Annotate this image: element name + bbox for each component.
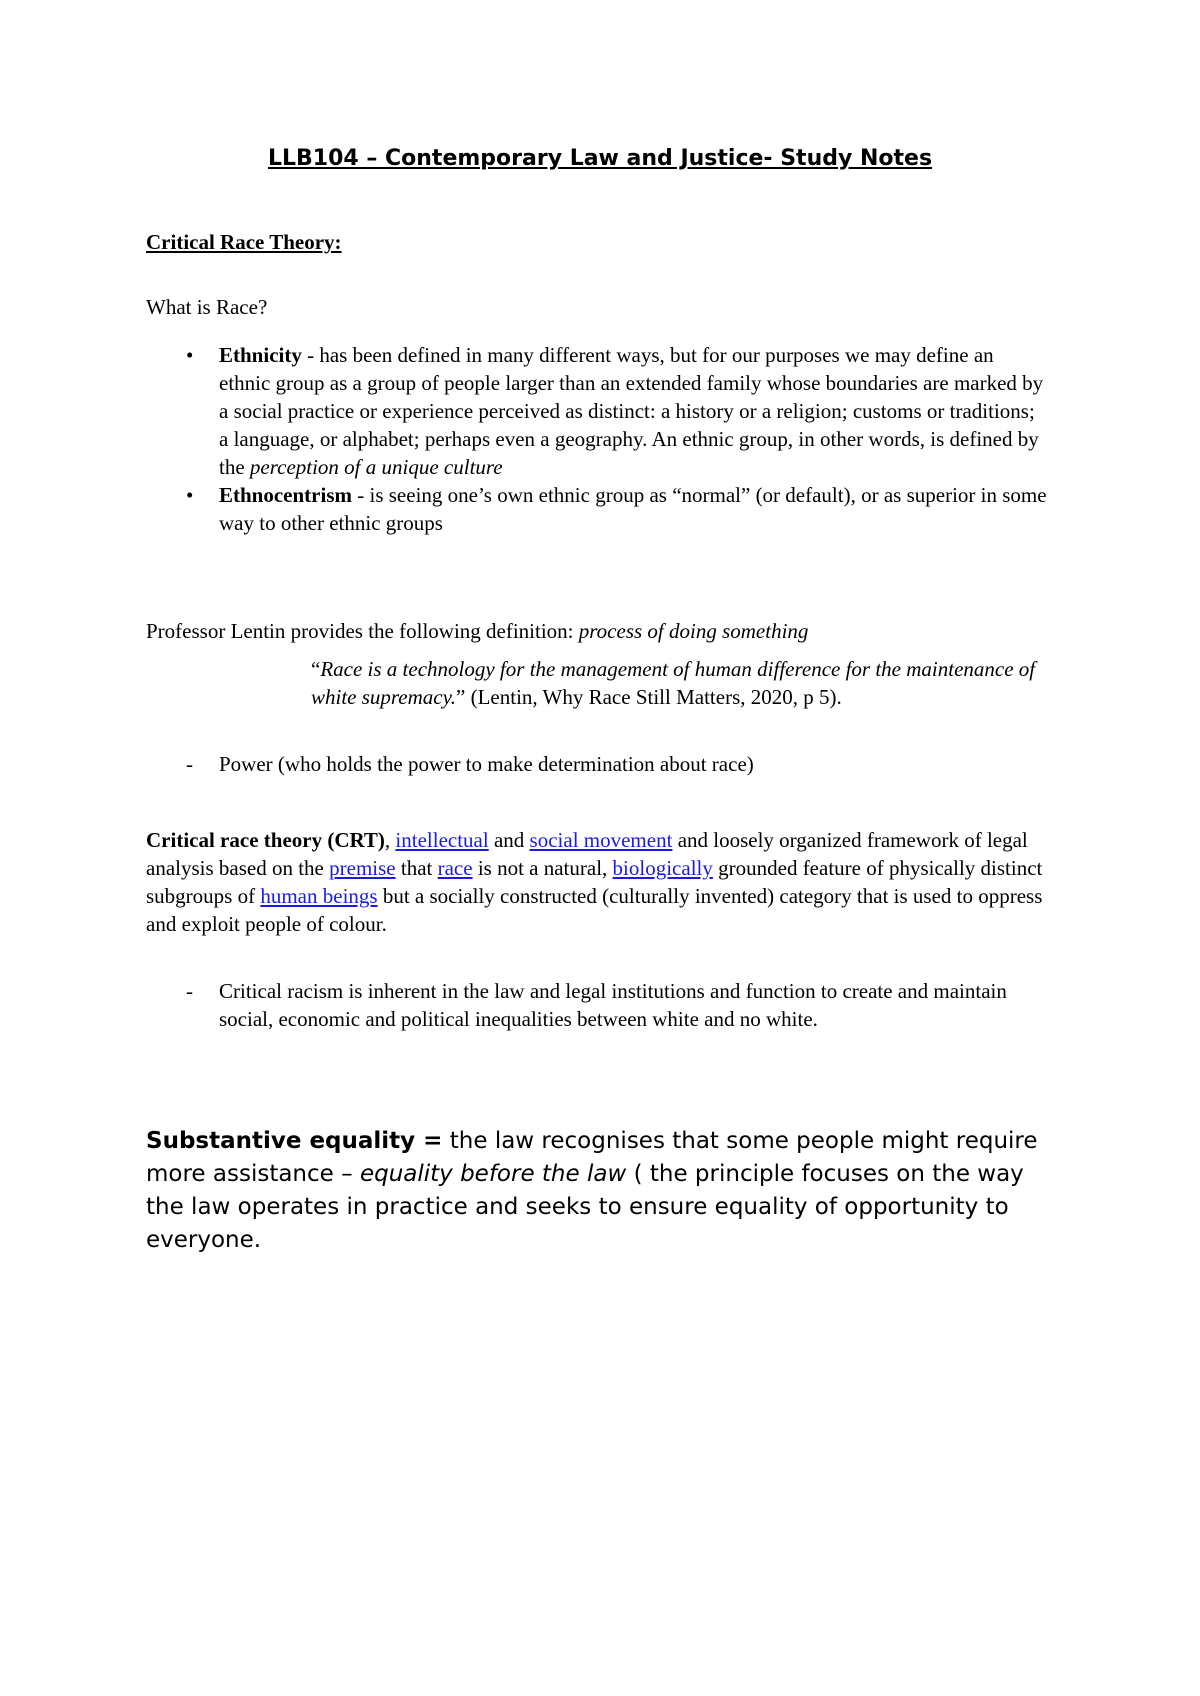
crt-text: but a socially constructed (culturally invented) category that is used to oppress and exploit people of colour. bbox=[146, 884, 1043, 936]
crt-definition bbox=[146, 826, 1066, 938]
section-heading-crt: Critical Race Theory: bbox=[146, 230, 342, 254]
dash-icon: - bbox=[186, 979, 193, 1003]
crt-text: grounded feature of physically distinct subgroups of bbox=[146, 856, 1043, 908]
bullet-item-ethnocentrism bbox=[186, 481, 1049, 537]
crt-text: that bbox=[395, 856, 438, 880]
quote-open: “ bbox=[311, 657, 321, 681]
lentin-quote bbox=[311, 655, 1056, 711]
substantive-text: the law recognises that some people might require more assistance – bbox=[146, 1128, 1038, 1187]
bullet-term: Ethnicity bbox=[219, 343, 302, 367]
substantive-term: Substantive equality = bbox=[146, 1128, 443, 1154]
link-social-movement[interactable]: social movement bbox=[529, 828, 673, 852]
link-race[interactable]: race bbox=[437, 856, 473, 880]
quote-text: Race is a technology for the management of human difference for the maintenance of white supremacy. bbox=[311, 657, 1036, 709]
bullet-text: - has been defined in many different ways, but for our purposes we may define an ethnic group as a group of people larger than an extended family whose boundaries are marked by a social practice or experience perceived as distinct: a history or a religion; customs or traditions; a language, or alphabet; perhaps even a geography. An ethnic group, in other words, is defined by the bbox=[219, 343, 1044, 479]
bullet-icon: • bbox=[186, 343, 194, 367]
dash-text: Critical racism is inherent in the law and legal institutions and function to create and maintain social, economic and political inequalities between white and no white. bbox=[219, 979, 1007, 1031]
link-biologically[interactable]: biologically bbox=[612, 856, 713, 880]
dash-icon: - bbox=[186, 752, 193, 776]
dash-text: Power (who holds the power to make determination about race) bbox=[219, 752, 754, 776]
dash-item-power bbox=[186, 750, 1049, 778]
link-premise[interactable]: premise bbox=[329, 856, 396, 880]
crt-text: and loosely organized framework of legal analysis based on the bbox=[146, 828, 1028, 880]
link-human-beings[interactable]: human beings bbox=[260, 884, 378, 908]
lentin-intro-italic: process of doing something bbox=[578, 619, 809, 643]
substantive-equality bbox=[146, 1125, 1046, 1257]
bullet-emphasis: perception of a unique culture bbox=[249, 455, 503, 479]
crt-text: and bbox=[488, 828, 530, 852]
dash-item-critical-racism bbox=[186, 977, 1049, 1033]
bullet-term: Ethnocentrism bbox=[219, 483, 352, 507]
bullet-list bbox=[186, 341, 1049, 537]
what-is-race-text: What is Race? bbox=[146, 295, 268, 319]
substantive-text-2: ( the principle focuses on the way the law operates in practice and seeks to ensure equality of opportunity to everyone. bbox=[146, 1161, 1024, 1253]
link-intellectual[interactable]: intellectual bbox=[395, 828, 489, 852]
crt-text: is not a natural, bbox=[472, 856, 613, 880]
bullet-icon: • bbox=[186, 483, 194, 507]
lentin-intro bbox=[146, 617, 1066, 645]
quote-close: ” (Lentin, Why Race Still Matters, 2020, p 5). bbox=[456, 685, 842, 709]
bullet-text: - is seeing one’s own ethnic group as “normal” (or default), or as superior in some way to other ethnic groups bbox=[219, 483, 1047, 535]
document-title: LLB104 – Contemporary Law and Justice- Study Notes bbox=[267, 146, 933, 171]
crt-term: Critical race theory (CRT) bbox=[146, 828, 385, 852]
lentin-intro-text: Professor Lentin provides the following definition: bbox=[146, 619, 579, 643]
crt-text: , bbox=[384, 828, 396, 852]
substantive-italic: equality before the law bbox=[359, 1161, 627, 1187]
bullet-item-ethnicity bbox=[186, 341, 1049, 481]
